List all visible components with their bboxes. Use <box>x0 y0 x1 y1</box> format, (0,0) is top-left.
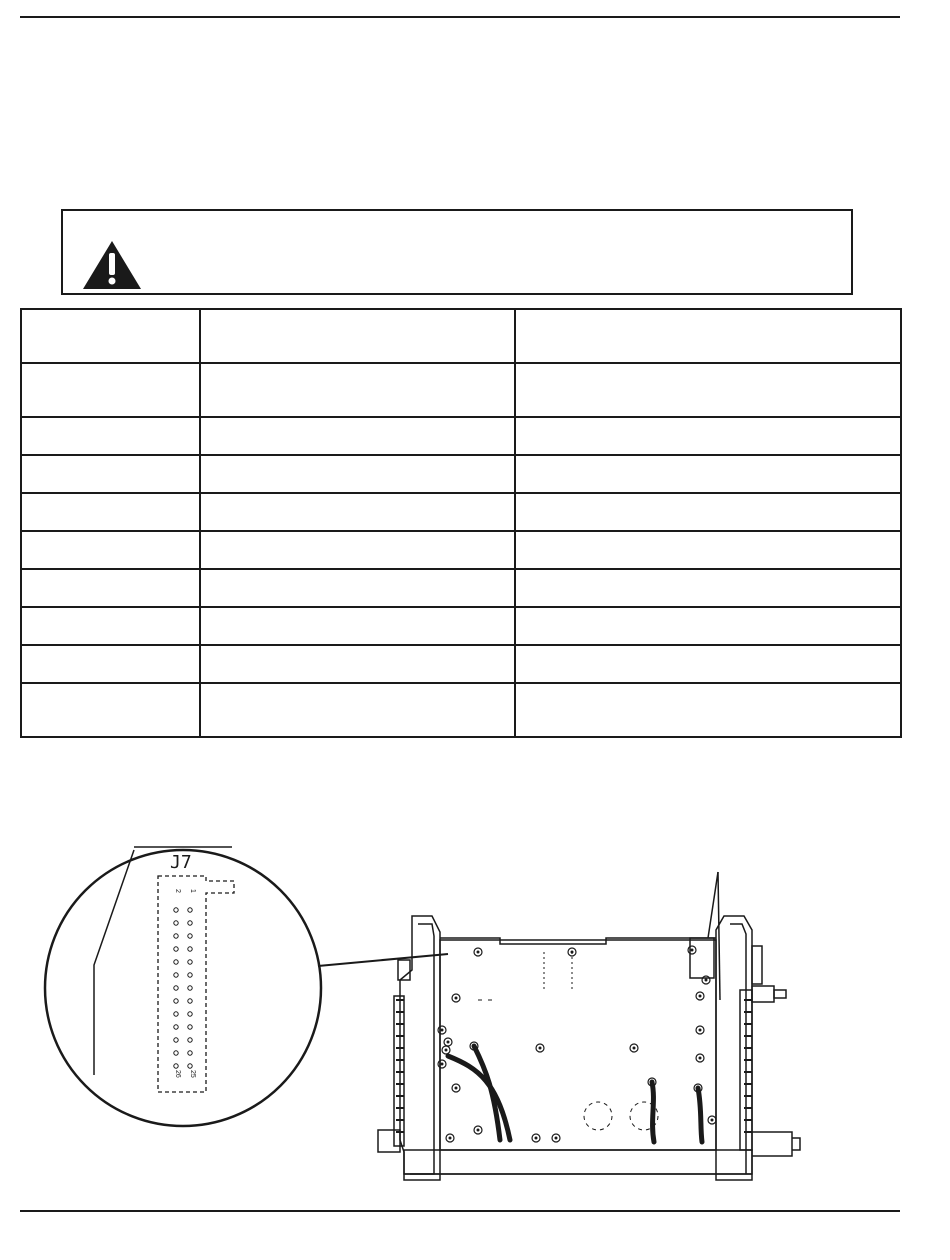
screw <box>630 1044 638 1052</box>
table-cell <box>200 363 515 417</box>
table-cell <box>515 645 901 683</box>
pin <box>188 960 192 964</box>
screw <box>536 1044 544 1052</box>
table-row <box>21 645 901 683</box>
connector-label: J7 <box>170 852 192 873</box>
cables <box>448 1046 702 1142</box>
table-cell <box>515 531 901 569</box>
leader-line-left <box>318 954 448 966</box>
screw <box>696 992 704 1000</box>
pin <box>174 960 178 964</box>
pin <box>174 999 178 1003</box>
bottom-rule <box>20 1210 900 1212</box>
pin <box>188 973 192 977</box>
table-cell <box>515 455 901 493</box>
table-cell <box>515 363 901 417</box>
table-cell <box>21 455 200 493</box>
table-cell <box>200 455 515 493</box>
screw <box>452 994 460 1002</box>
pin <box>188 999 192 1003</box>
figure-svg <box>0 820 950 1200</box>
table-cell <box>21 607 200 645</box>
pin-label-1: 1 <box>189 889 196 893</box>
pin <box>188 1064 192 1068</box>
pin <box>174 1051 178 1055</box>
pin <box>174 921 178 925</box>
board-details <box>478 952 658 1130</box>
table-cell <box>200 493 515 531</box>
pin <box>188 934 192 938</box>
top-rule <box>20 16 900 18</box>
screw <box>702 976 710 984</box>
screw <box>474 948 482 956</box>
table-row <box>21 417 901 455</box>
table-cell <box>515 569 901 607</box>
screw <box>688 946 696 954</box>
pin <box>174 986 178 990</box>
screw <box>696 1026 704 1034</box>
pin-label-26: 26 <box>174 1070 181 1078</box>
screw <box>532 1134 540 1142</box>
pin <box>188 947 192 951</box>
pin-table <box>20 308 902 738</box>
pin-grid <box>174 908 192 1068</box>
warning-box <box>61 209 853 295</box>
screw <box>438 1026 446 1034</box>
table-row <box>21 363 901 417</box>
table-cell <box>200 531 515 569</box>
pin-label-2: 2 <box>174 889 181 893</box>
table-row <box>21 455 901 493</box>
table-cell <box>21 569 200 607</box>
screw <box>708 1116 716 1124</box>
table-row <box>21 607 901 645</box>
pin <box>174 1012 178 1016</box>
table-cell <box>200 569 515 607</box>
pin <box>188 986 192 990</box>
table-cell <box>200 607 515 645</box>
table-cell <box>200 683 515 737</box>
table-cell <box>515 493 901 531</box>
table-cell <box>21 309 200 363</box>
screw <box>552 1134 560 1142</box>
pin <box>174 973 178 977</box>
screws <box>438 946 716 1142</box>
pin <box>188 1025 192 1029</box>
pin <box>188 1051 192 1055</box>
pin <box>188 921 192 925</box>
table-row <box>21 569 901 607</box>
table-cell <box>21 531 200 569</box>
table-row <box>21 493 901 531</box>
table-cell <box>515 309 901 363</box>
pin <box>174 934 178 938</box>
pin <box>174 1038 178 1042</box>
table-cell <box>21 645 200 683</box>
table-cell <box>200 309 515 363</box>
pin <box>174 947 178 951</box>
table-cell <box>200 417 515 455</box>
table-row <box>21 309 901 363</box>
screw <box>696 1054 704 1062</box>
pin <box>188 908 192 912</box>
table-cell <box>515 417 901 455</box>
table-cell <box>200 645 515 683</box>
table-cell <box>21 363 200 417</box>
screw <box>442 1046 450 1054</box>
pin <box>188 1038 192 1042</box>
screw <box>444 1038 452 1046</box>
table-cell <box>21 683 200 737</box>
leader-line-right-b <box>718 872 720 1000</box>
warning-triangle-icon <box>81 239 143 291</box>
connector-figure <box>0 820 950 1200</box>
pin <box>174 1025 178 1029</box>
screw <box>452 1084 460 1092</box>
pin <box>174 908 178 912</box>
table-cell <box>515 607 901 645</box>
pin <box>188 1012 192 1016</box>
table-row <box>21 683 901 737</box>
table-cell <box>21 417 200 455</box>
screw <box>438 1060 446 1068</box>
screw <box>446 1134 454 1142</box>
screw <box>474 1126 482 1134</box>
pin <box>174 1064 178 1068</box>
pin-label-25: 25 <box>189 1070 196 1078</box>
table-cell <box>515 683 901 737</box>
table-row <box>21 531 901 569</box>
table-cell <box>21 493 200 531</box>
magnified-view <box>45 847 321 1126</box>
